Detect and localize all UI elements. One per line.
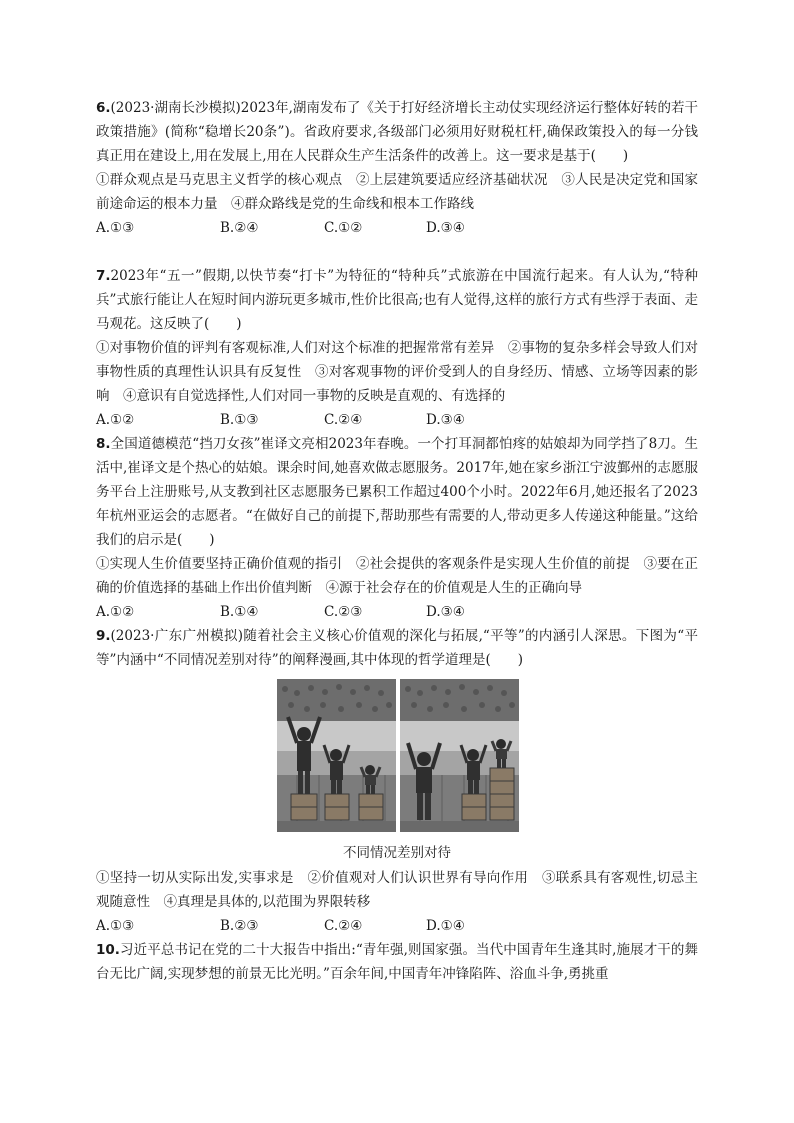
- option-a[interactable]: A.①②: [96, 604, 135, 620]
- question-7: [96, 264, 698, 432]
- cartoon-panel-right: [400, 679, 519, 832]
- question-9-statements: [96, 866, 698, 938]
- option-b[interactable]: B.②③: [220, 918, 259, 934]
- option-b[interactable]: B.②④: [220, 220, 259, 236]
- option-a[interactable]: A.①②: [96, 412, 135, 428]
- option-d[interactable]: D.①④: [426, 918, 465, 934]
- question-stem: 习近平总书记在党的二十大报告中指出:“青年强,则国家强。当代中国青年生逢其时,施展才干的舞台无比广阔,实现梦想的前景无比光明。”百余年间,中国青年冲锋陷阵、浴血斗争,勇挑重: [96, 942, 698, 982]
- question-stem: (2023·湖南长沙模拟)2023年,湖南发布了《关于打好经济增长主动仗实现经济运行整体好转的若干政策措施》(简称“稳增长20条”)。省政府要求,各级部门必须用好财税杠杆,确保政策投入的每一分钱真正用在建设上,用在发展上,用在人民群众生产生活条件的改善上。这一要求是基于( ): [96, 100, 698, 164]
- option-b[interactable]: B.①③: [220, 412, 259, 428]
- equality-cartoon: [277, 679, 519, 832]
- question-6: [96, 96, 698, 240]
- option-b[interactable]: B.①④: [220, 604, 259, 620]
- figure-caption: 不同情况差别对待: [343, 845, 451, 861]
- question-stem: 全国道德模范“挡刀女孩”崔译文亮相2023年春晚。一个打耳洞都怕疼的姑娘却为同学挡了8刀。生活中,崔译文是个热心的姑娘。课余时间,她喜欢做志愿服务。2017年,她在家乡浙江宁波鄞州的志愿服务平台上注册账号,从支教到社区志愿服务已累积工作超过400个小时。2022年6月,她还报名了2023年杭州亚运会的志愿者。“在做好自己的前提下,帮助那些有需要的人,带动更多人传递这种能量。”这给我们的启示是( ): [96, 436, 698, 548]
- option-c[interactable]: C.②④: [324, 918, 363, 934]
- option-c[interactable]: C.②③: [324, 604, 363, 620]
- answer-options: [96, 216, 698, 240]
- question-number: 10.: [96, 942, 120, 958]
- question-statements: ①坚持一切从实际出发,实事求是 ②价值观对人们认识世界有导向作用 ③联系具有客观性,切忌主观随意性 ④真理是具体的,以范围为界限转移: [96, 870, 698, 910]
- question-stem: (2023·广东广州模拟)随着社会主义核心价值观的深化与拓展,“平等”的内涵引人深思。下图为“平等”内涵中“不同情况差别对待”的阐释漫画,其中体现的哲学道理是( ): [96, 628, 698, 668]
- option-d[interactable]: D.③④: [426, 412, 465, 428]
- question-number: 7.: [96, 268, 111, 284]
- question-9: [96, 624, 698, 672]
- question-10: [96, 938, 698, 986]
- option-d[interactable]: D.③④: [426, 220, 465, 236]
- answer-options: [96, 914, 698, 938]
- question-number: 9.: [96, 628, 111, 644]
- option-c[interactable]: C.①②: [324, 220, 363, 236]
- question-number: 6.: [96, 100, 111, 116]
- option-d[interactable]: D.③④: [426, 604, 465, 620]
- answer-options: [96, 408, 698, 432]
- cartoon-panel-left: [277, 679, 396, 832]
- answer-options: [96, 600, 698, 624]
- question-stem: 2023年“五一”假期,以快节奏“打卡”为特征的“特种兵”式旅游在中国流行起来。有人认为,“特种兵”式旅行能让人在短时间内游玩更多城市,性价比很高;也有人觉得,这样的旅行方式有些浮于表面、走马观花。这反映了( ): [96, 268, 698, 332]
- option-a[interactable]: A.①③: [96, 918, 135, 934]
- question-8: [96, 432, 698, 624]
- option-c[interactable]: C.②④: [324, 412, 363, 428]
- question-statements: ①群众观点是马克思主义哲学的核心观点 ②上层建筑要适应经济基础状况 ③人民是决定党和国家前途命运的根本力量 ④群众路线是党的生命线和根本工作路线: [96, 172, 698, 212]
- question-statements: ①实现人生价值要坚持正确价值观的指引 ②社会提供的客观条件是实现人生价值的前提 ③要在正确的价值选择的基础上作出价值判断 ④源于社会存在的价值观是人生的正确向导: [96, 556, 698, 596]
- question-number: 8.: [96, 436, 111, 452]
- option-a[interactable]: A.①③: [96, 220, 135, 236]
- question-statements: ①对事物价值的评判有客观标准,人们对这个标准的把握常常有差异 ②事物的复杂多样会导致人们对事物性质的真理性认识具有反复性 ③对客观事物的评价受到人的自身经历、情感、立场等因素的影响 ④意识有自觉选择性,人们对同一事物的反映是直观的、有选择的: [96, 340, 698, 404]
